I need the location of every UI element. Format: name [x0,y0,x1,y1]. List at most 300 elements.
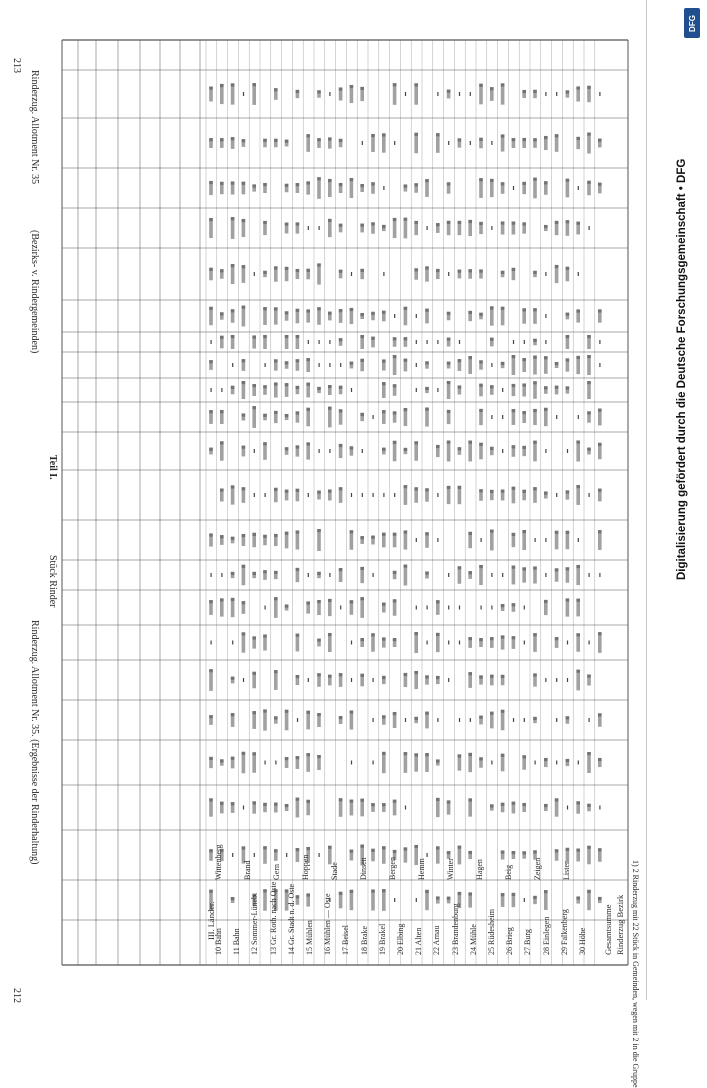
printed-figure-mark [447,221,451,235]
dash-mark [578,186,579,190]
printed-figure-mark [468,441,472,462]
dash-mark [545,92,546,96]
printed-figure-mark [533,673,537,686]
printed-figure-mark [479,443,483,460]
printed-figure-mark [274,534,278,546]
row-label: 16 Mühlen — Oste [323,893,333,955]
dash-mark [416,340,417,344]
printed-figure-mark [220,410,224,424]
printed-figure-mark [458,754,462,770]
printed-figure-mark [339,309,343,323]
printed-figure-mark [263,535,267,545]
printed-figure-mark [404,847,408,862]
printed-figure-mark [479,360,483,369]
printed-figure-mark [242,487,246,503]
printed-figure-mark [306,893,310,906]
printed-figure-mark [328,407,332,428]
printed-figure-mark [512,851,516,859]
dash-mark [383,186,384,190]
row-label: 14 Gr. Stadt n. d. Oste [286,883,296,955]
printed-figure-mark [479,675,483,684]
printed-figure-mark [231,757,235,769]
header-left: Rinderzug. Allotment Nr. 35. (Ergebnisse der Rinderhaltung) [29,620,40,865]
printed-figure-mark [306,408,310,427]
printed-figure-mark [566,358,570,371]
printed-figure-mark [566,179,570,198]
dash-mark [589,641,590,645]
printed-figure-mark [242,139,246,147]
printed-figure-mark [447,441,451,462]
dash-mark [394,493,395,497]
printed-figure-mark [555,568,559,581]
printed-figure-mark [490,675,494,686]
printed-figure-mark [371,633,375,651]
printed-figure-mark [306,181,310,194]
dash-mark [491,606,492,610]
dash-mark [373,678,374,682]
printed-figure-mark [425,712,429,729]
dash-mark [599,363,600,367]
district-label: Wittenberg [214,844,223,880]
printed-figure-mark [436,223,440,233]
printed-figure-mark [220,535,224,545]
printed-figure-mark [479,313,483,320]
printed-figure-mark [490,530,494,551]
dash-mark [340,363,341,367]
printed-figure-mark [468,571,472,579]
printed-figure-mark [371,889,375,910]
printed-figure-mark [274,488,278,502]
dash-mark [589,226,590,230]
printed-figure-mark [339,139,343,147]
printed-figure-mark [328,489,332,500]
printed-figure-mark [436,759,440,765]
district-label: Dinsen [359,857,368,880]
printed-figure-mark [468,672,472,688]
printed-figure-mark [209,268,213,281]
printed-figure-mark [231,386,235,394]
printed-figure-mark [360,567,364,583]
printed-figure-mark [242,306,246,327]
printed-figure-mark [231,598,235,617]
printed-figure-mark [274,307,278,324]
printed-figure-mark [587,335,591,349]
printed-figure-mark [382,889,386,911]
printed-figure-mark [512,445,516,457]
printed-figure-mark [566,335,570,349]
printed-figure-mark [533,633,537,652]
dash-mark [308,678,309,682]
printed-figure-mark [425,361,429,368]
printed-figure-mark [382,752,386,773]
printed-figure-mark [512,268,516,280]
printed-figure-mark [393,218,397,238]
printed-figure-mark [296,848,300,862]
dash-mark [211,340,212,344]
printed-figure-mark [512,409,516,425]
row-label: 23 Brandenburg [450,903,460,955]
row-label: 26 Brieg [505,927,515,955]
printed-figure-mark [360,674,364,687]
dash-mark [427,226,428,230]
printed-figure-mark [393,533,397,548]
printed-figure-mark [522,851,526,858]
printed-figure-mark [350,85,354,103]
dash-mark [556,415,557,419]
printed-figure-mark [479,269,483,278]
printed-figure-mark [533,138,537,148]
printed-figure-mark [414,753,418,771]
printed-figure-mark [576,896,580,903]
printed-figure-mark [501,754,505,772]
printed-figure-mark [220,84,224,104]
printed-figure-mark [393,83,397,105]
printed-figure-mark [458,846,462,865]
printed-figure-mark [512,802,516,814]
printed-figure-mark [317,307,321,325]
printed-figure-mark [263,570,267,580]
printed-figure-mark [468,220,472,236]
printed-figure-mark [252,83,256,105]
district-label: Beig [504,864,513,880]
printed-figure-mark [285,140,289,147]
printed-figure-mark [317,572,321,578]
dash-mark [351,493,352,497]
dash-mark [286,853,287,857]
printed-figure-mark [587,890,591,910]
printed-figure-mark [339,568,343,582]
printed-figure-mark [576,633,580,651]
printed-figure-mark [285,335,289,349]
dash-mark [481,606,482,610]
printed-figure-mark [209,218,213,238]
printed-figure-mark [501,803,505,813]
printed-figure-mark [339,798,343,817]
printed-figure-mark [555,265,559,283]
dash-mark [448,141,449,145]
printed-figure-mark [501,182,505,194]
printed-figure-mark [252,533,256,547]
printed-figure-mark [371,536,375,545]
printed-figure-mark [296,798,300,818]
dash-mark [556,493,557,497]
printed-figure-mark [209,533,213,546]
printed-figure-mark [479,638,483,647]
printed-figure-mark [598,139,602,148]
printed-figure-mark [274,88,278,100]
printed-figure-mark [404,565,408,586]
printed-figure-mark [522,755,526,769]
dash-mark [502,388,503,392]
printed-figure-mark [468,311,472,321]
printed-figure-mark [598,758,602,767]
printed-figure-mark [296,530,300,549]
printed-figure-mark [209,87,213,102]
printed-figure-mark [350,850,354,861]
printed-figure-mark [587,846,591,865]
table-title: Stück Rinder [47,555,58,608]
printed-figure-mark [285,267,289,281]
dash-mark [383,493,384,497]
printed-figure-mark [533,178,537,199]
printed-figure-mark [598,530,602,550]
printed-figure-mark [263,889,267,910]
dash-mark [308,340,309,344]
printed-figure-mark [501,221,505,234]
printed-figure-mark [425,179,429,197]
printed-figure-mark [479,565,483,585]
printed-figure-mark [479,178,483,198]
printed-figure-mark [479,84,483,105]
printed-figure-mark [339,892,343,909]
printed-figure-mark [533,356,537,375]
printed-figure-mark [317,600,321,615]
printed-figure-mark [425,309,429,324]
printed-figure-mark [425,488,429,501]
printed-figure-mark [296,895,300,905]
printed-figure-mark [598,489,602,502]
printed-figure-mark [576,801,580,813]
row-label: 22 Arnau [432,925,442,955]
printed-figure-mark [522,383,526,396]
printed-figure-mark [436,445,440,457]
printed-figure-mark [209,798,213,816]
printed-figure-mark [350,308,354,324]
dash-mark [211,641,212,645]
printed-figure-mark [209,410,213,424]
printed-figure-mark [404,448,408,454]
printed-figure-mark [587,381,591,399]
dash-mark [362,449,363,453]
printed-figure-mark [598,183,602,194]
dash-mark [243,92,244,96]
printed-figure-mark [209,849,213,861]
dash-mark [416,363,417,367]
row-label: 19 Brakel [377,923,387,955]
printed-figure-mark [252,384,256,396]
printed-figure-mark [220,182,224,194]
printed-figure-mark [296,309,300,324]
printed-figure-mark [220,269,224,279]
printed-figure-mark [328,599,332,616]
printed-figure-mark [512,355,516,375]
dash-mark [599,573,600,577]
printed-figure-mark [576,309,580,322]
printed-figure-mark [533,441,537,462]
printed-figure-mark [414,632,418,653]
printed-figure-mark [263,803,267,812]
printed-figure-mark [404,485,408,505]
printed-figure-mark [252,572,256,578]
printed-figure-mark [209,360,213,370]
district-label: Bergen [388,857,397,880]
dash-mark [599,806,600,810]
printed-figure-mark [468,851,472,859]
printed-figure-mark [598,409,602,426]
dash-mark [491,573,492,577]
printed-figure-mark [393,599,397,615]
printed-figure-mark [598,713,602,726]
printed-figure-mark [339,87,343,100]
dash-mark [470,92,471,96]
printed-figure-mark [479,409,483,425]
dash-mark [491,415,492,419]
printed-figure-mark [490,447,494,455]
dash-mark [416,388,417,392]
printed-figure-mark [339,386,343,395]
printed-figure-mark [468,637,472,648]
dash-mark [556,678,557,682]
printed-figure-mark [436,896,440,903]
printed-figure-mark [447,182,451,193]
dash-mark [232,363,233,367]
printed-figure-mark [263,271,267,277]
printed-figure-mark [414,441,418,460]
printed-figure-mark [339,224,343,233]
dash-mark [556,761,557,765]
dash-mark [470,718,471,722]
printed-figure-mark [231,677,235,684]
row-label: 11 Bahn [232,928,242,955]
row-label: 27 Burg [523,929,533,955]
dash-mark [578,538,579,542]
dash-mark [589,573,590,577]
printed-figure-mark [328,385,332,395]
dash-mark [308,493,309,497]
dash-mark [437,493,438,497]
printed-figure-mark [306,383,310,398]
printed-figure-mark [263,709,267,730]
dash-mark [545,340,546,344]
printed-figure-mark [512,893,516,907]
row-label: 10 Bahn [214,928,223,955]
printed-figure-mark [382,359,386,370]
printed-figure-mark [393,337,397,347]
printed-figure-mark [522,358,526,372]
printed-figure-mark [382,846,386,864]
printed-figure-mark [512,566,516,585]
printed-figure-mark [425,571,429,578]
dash-mark [394,898,395,902]
printed-figure-mark [242,359,246,371]
dash-mark [437,538,438,542]
printed-figure-mark [231,713,235,727]
printed-figure-mark [544,491,548,498]
printed-figure-mark [296,489,300,502]
printed-figure-mark [382,410,386,424]
printed-figure-mark [350,800,354,816]
dash-mark [427,853,428,857]
dash-mark [351,272,352,276]
dash-mark [427,641,428,645]
printed-figure-mark [490,87,494,101]
printed-figure-mark [382,715,386,724]
dash-mark [524,340,525,344]
dash-mark [351,388,352,392]
dash-mark [232,641,233,645]
printed-figure-mark [512,533,516,547]
printed-figure-mark [306,601,310,613]
printed-figure-mark [360,184,364,192]
dash-mark [373,415,374,419]
printed-figure-mark [252,335,256,348]
printed-figure-mark [371,849,375,862]
dash-mark [567,641,568,645]
dash-mark [319,340,320,344]
dash-mark [513,186,514,190]
printed-figure-mark [587,133,591,154]
printed-figure-mark [274,359,278,370]
dash-mark [394,141,395,145]
printed-figure-mark [404,218,408,239]
printed-figure-mark [501,675,505,685]
side-title-paren: (Bezirks- v. Rindergemeinden) [29,230,40,354]
printed-figure-mark [263,634,267,650]
printed-figure-mark [566,716,570,724]
dash-mark [545,272,546,276]
printed-figure-mark [522,222,526,233]
printed-figure-mark [576,485,580,505]
printed-figure-mark [555,531,559,550]
printed-figure-mark [598,848,602,862]
printed-figure-mark [522,490,526,501]
dash-mark [373,493,374,497]
printed-figure-mark [425,407,429,426]
printed-figure-mark [209,307,213,326]
printed-figure-mark [263,221,267,235]
printed-figure-mark [350,530,354,550]
dash-mark [254,853,255,857]
printed-figure-mark [382,311,386,322]
printed-figure-mark [458,270,462,279]
dash-mark [502,449,503,453]
dash-mark [394,314,395,318]
printed-figure-mark [252,184,256,191]
printed-figure-mark [274,803,278,813]
printed-figure-mark [555,134,559,152]
printed-figure-mark [306,711,310,730]
dash-mark [351,641,352,645]
printed-figure-mark [544,136,548,150]
printed-figure-mark [242,752,246,773]
printed-figure-mark [209,715,213,725]
printed-figure-mark [306,309,310,322]
printed-figure-mark [501,893,505,907]
printed-figure-mark [350,362,354,369]
printed-figure-mark [512,603,516,612]
dash-mark [470,141,471,145]
dash-mark [319,853,320,857]
printed-figure-mark [231,335,235,349]
printed-figure-mark [468,532,472,548]
printed-figure-mark [296,411,300,422]
printed-figure-mark [328,312,332,321]
printed-figure-mark [393,800,397,816]
printed-figure-mark [242,601,246,614]
printed-figure-mark [209,181,213,195]
printed-figure-mark [479,222,483,234]
printed-figure-mark [360,638,364,647]
printed-figure-mark [350,710,354,729]
printed-figure-mark [490,385,494,395]
row-label: 24 Mühle [468,924,478,955]
dash-mark [459,606,460,610]
printed-figure-mark [209,448,213,455]
printed-figure-mark [393,712,397,728]
printed-figure-mark [242,182,246,195]
printed-figure-mark [566,386,570,393]
printed-figure-mark [414,83,418,104]
